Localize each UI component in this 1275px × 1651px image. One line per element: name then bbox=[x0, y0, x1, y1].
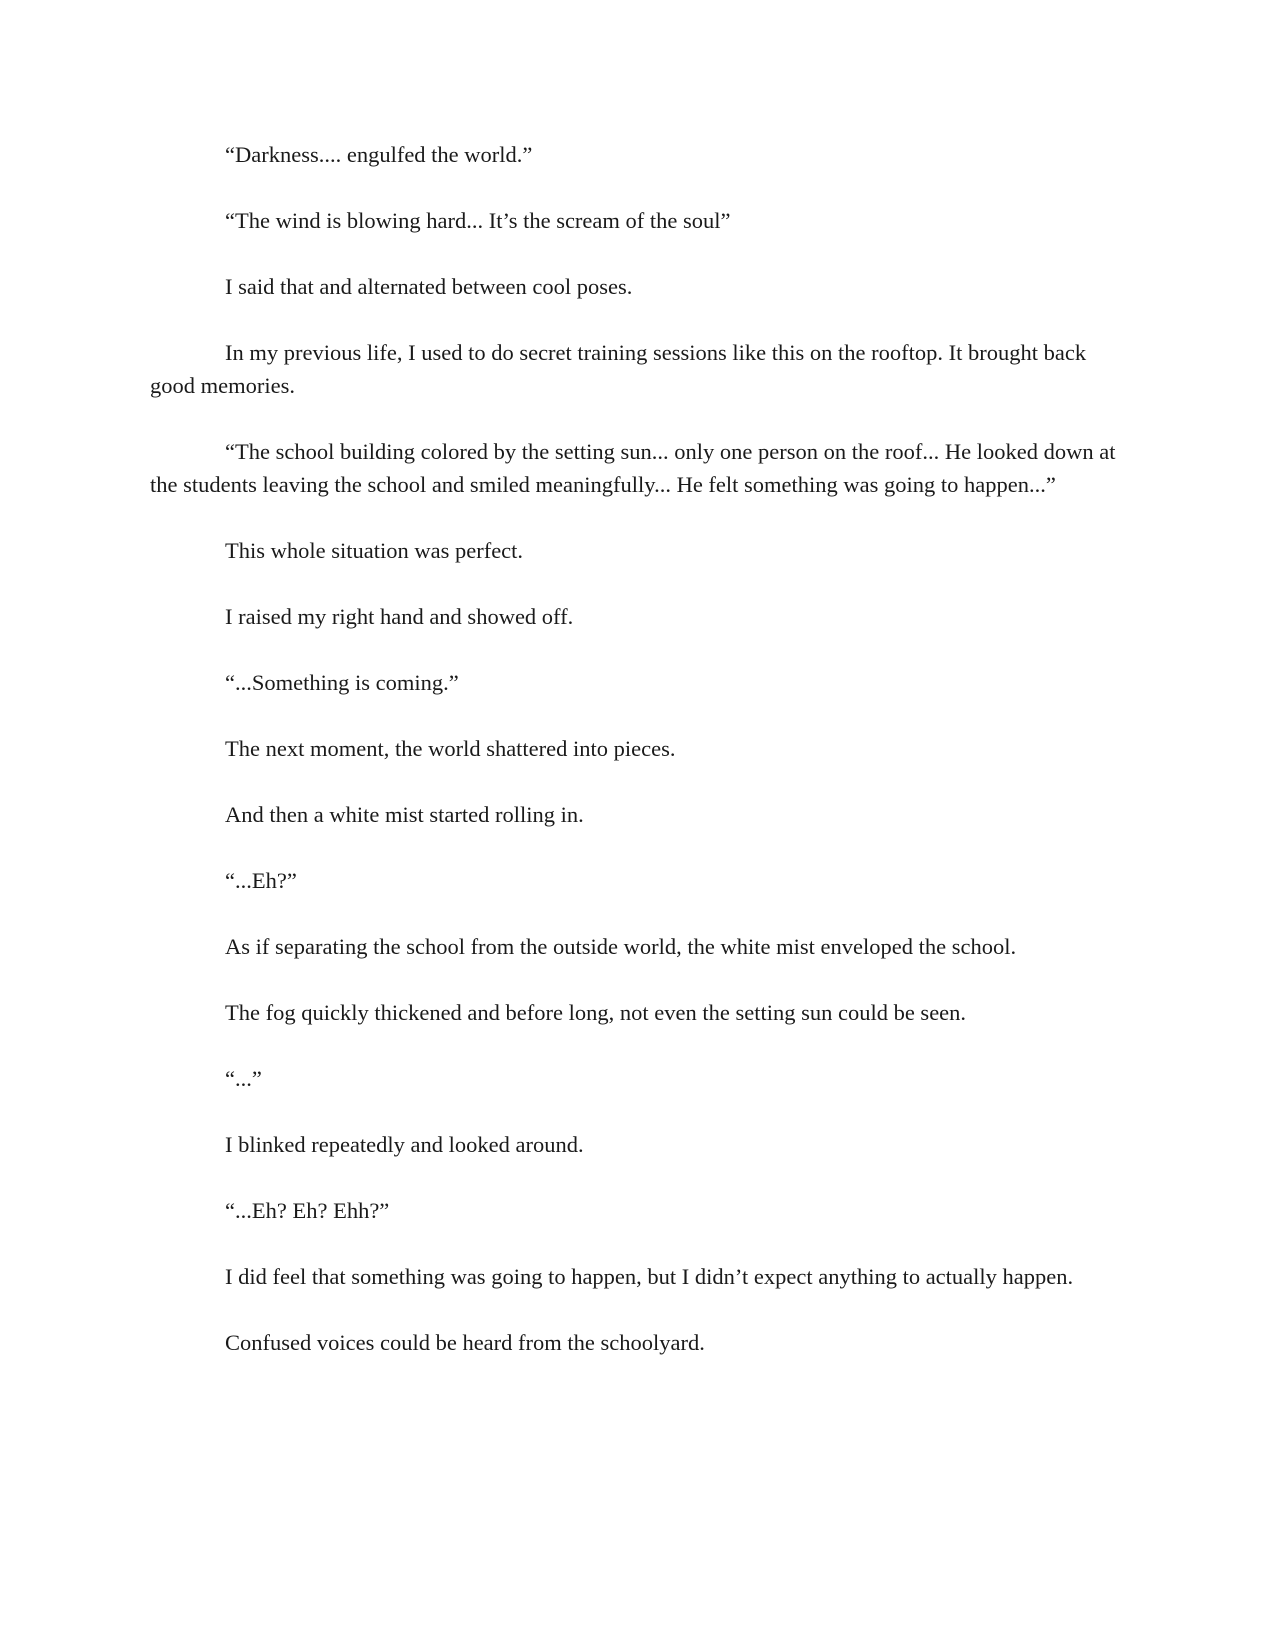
paragraph: As if separating the school from the outside world, the white mist enveloped the school. bbox=[225, 934, 1017, 959]
paragraph: “...Eh?” bbox=[225, 868, 297, 893]
paragraph: In my previous life, I used to do secret training sessions like this on the rooftop. It brought back good memories. bbox=[150, 340, 1087, 398]
paragraph: “...Something is coming.” bbox=[225, 670, 459, 695]
paragraph: “...” bbox=[225, 1066, 262, 1091]
paragraph: The next moment, the world shattered into pieces. bbox=[225, 736, 676, 761]
paragraph: “The school building colored by the setting sun... only one person on the roof... He looked down at the students leaving the school and smiled meaningfully... He felt something was going to happen...” bbox=[150, 439, 1116, 497]
paragraph: “The wind is blowing hard... It’s the scream of the soul” bbox=[225, 208, 731, 233]
paragraph: “Darkness.... engulfed the world.” bbox=[225, 142, 533, 167]
paragraph: I blinked repeatedly and looked around. bbox=[225, 1132, 584, 1157]
paragraph: “...Eh? Eh? Ehh?” bbox=[225, 1198, 390, 1223]
paragraph: The fog quickly thickened and before long, not even the setting sun could be seen. bbox=[225, 1000, 967, 1025]
paragraph: This whole situation was perfect. bbox=[225, 538, 524, 563]
paragraph: Confused voices could be heard from the schoolyard. bbox=[225, 1330, 705, 1355]
paragraph: I raised my right hand and showed off. bbox=[225, 604, 574, 629]
body-text bbox=[150, 138, 1125, 1392]
paragraph: And then a white mist started rolling in. bbox=[225, 802, 584, 827]
paragraph: I said that and alternated between cool poses. bbox=[225, 274, 633, 299]
paragraph: I did feel that something was going to happen, but I didn’t expect anything to actually happen. bbox=[225, 1264, 1074, 1289]
